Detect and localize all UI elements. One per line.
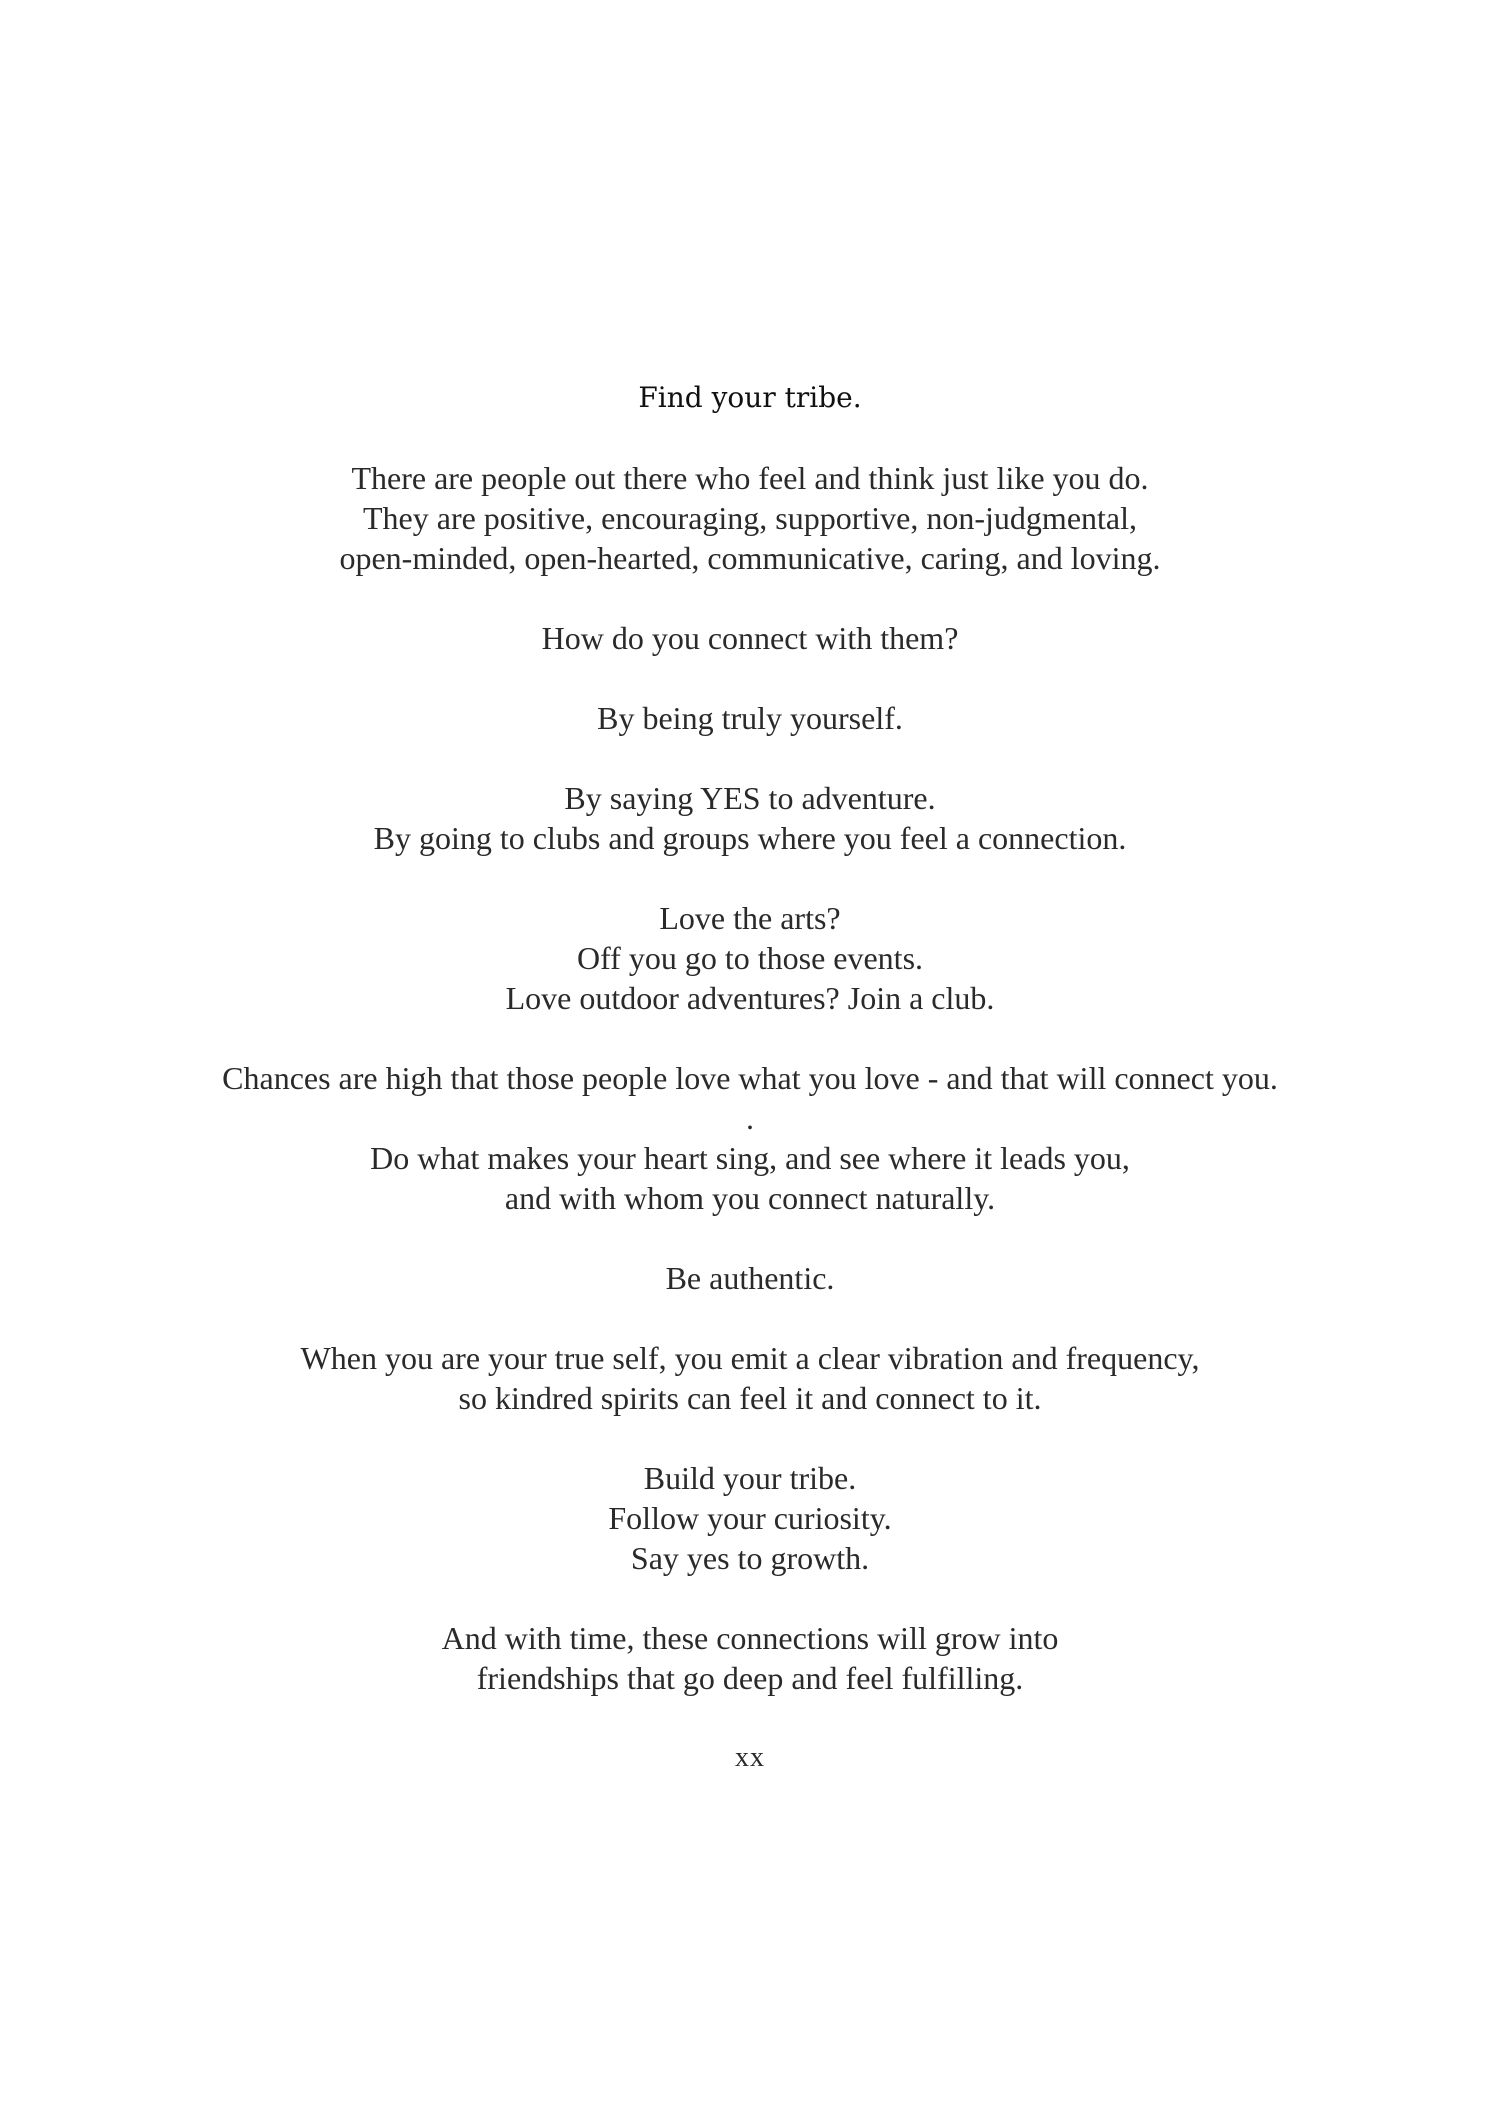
text-line: By saying YES to adventure.	[564, 780, 936, 816]
text-line: Off you go to those events.	[576, 940, 924, 976]
text-line: There are people out there who feel and think just like you do.	[351, 460, 1149, 496]
stanza	[0, 778, 1500, 858]
text-line: Chances are high that those people love what you love - and that will connect you.	[222, 1060, 1278, 1096]
text-line: Love outdoor adventures? Join a club.	[505, 980, 995, 1016]
stanza	[0, 698, 1500, 738]
stanza	[0, 1458, 1500, 1578]
stanza	[0, 1338, 1500, 1418]
text-line: And with time, these connections will grow into	[441, 1620, 1059, 1656]
page-title: Find your tribe.	[638, 381, 862, 414]
text-line: and with whom you connect naturally.	[504, 1180, 996, 1216]
text-line: By going to clubs and groups where you feel a connection.	[373, 820, 1127, 856]
stanza	[0, 1618, 1500, 1698]
text-line: Say yes to growth.	[630, 1540, 870, 1576]
text-line: By being truly yourself.	[597, 700, 903, 736]
stanza	[0, 618, 1500, 658]
text-line: How do you connect with them?	[541, 620, 959, 656]
text-line: Do what makes your heart sing, and see where it leads you,	[370, 1140, 1130, 1176]
text-line: friendships that go deep and feel fulfilling.	[476, 1660, 1024, 1696]
text-line: so kindred spirits can feel it and connect to it.	[458, 1380, 1042, 1416]
text-line: Follow your curiosity.	[608, 1500, 892, 1536]
stanza	[0, 458, 1500, 578]
poem-body	[0, 378, 1500, 1778]
text-line: Be authentic.	[665, 1260, 835, 1296]
text-line: When you are your true self, you emit a clear vibration and frequency,	[300, 1340, 1200, 1376]
stanza	[0, 1058, 1500, 1218]
stanza	[0, 898, 1500, 1018]
text-line: They are positive, encouraging, supportive, non-judgmental,	[362, 500, 1137, 536]
signoff: xx	[735, 1742, 765, 1773]
text-line: Love the arts?	[659, 900, 841, 936]
text-line: open-minded, open-hearted, communicative, caring, and loving.	[339, 540, 1161, 576]
stanza	[0, 1258, 1500, 1298]
text-line: Build your tribe.	[643, 1460, 857, 1496]
separator-dot: .	[746, 1100, 754, 1136]
